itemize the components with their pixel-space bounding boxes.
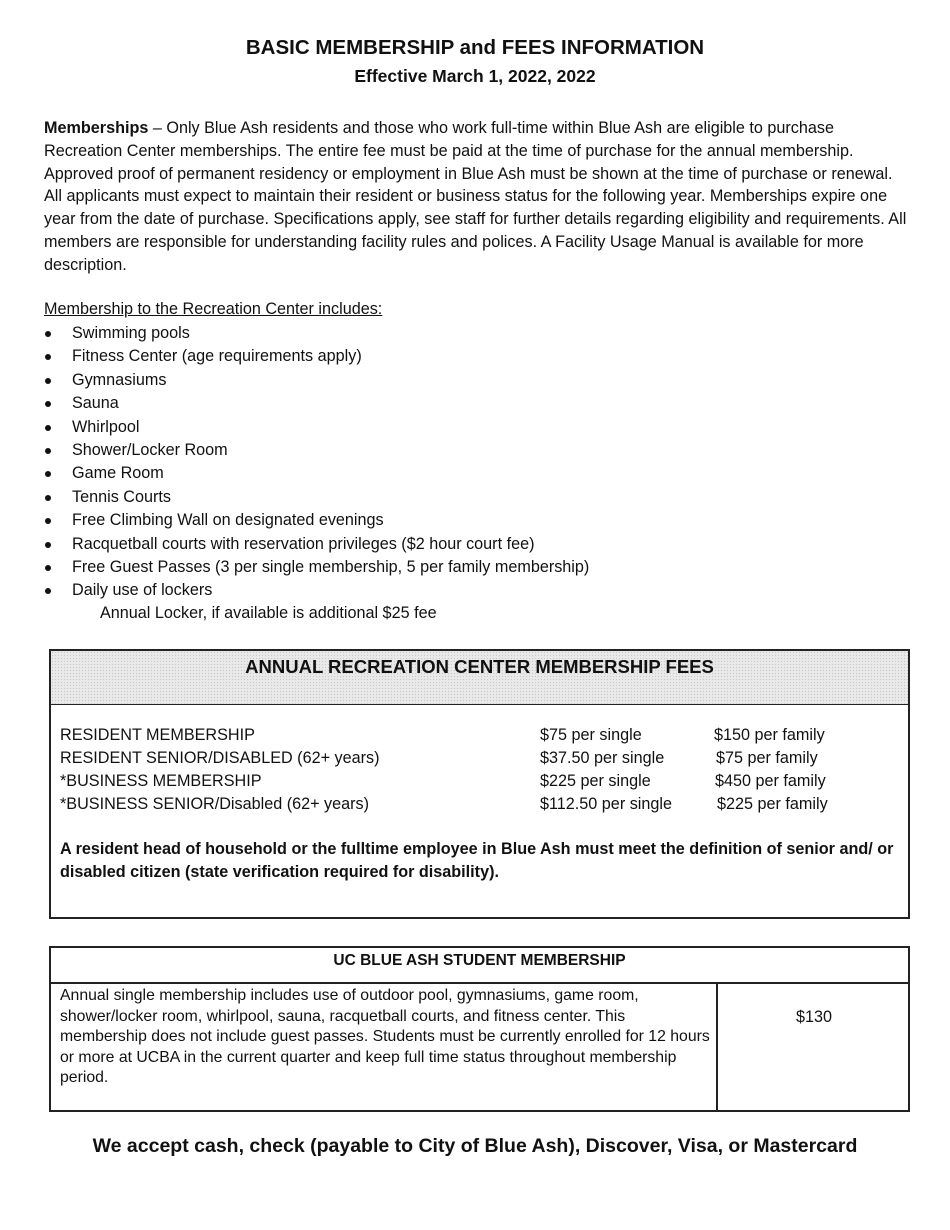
bullet-icon bbox=[45, 425, 51, 431]
student-membership-box bbox=[49, 946, 910, 1112]
page-title: BASIC MEMBERSHIP and FEES INFORMATION bbox=[245, 36, 705, 59]
list-item bbox=[44, 392, 589, 415]
student-heading: UC BLUE ASH STUDENT MEMBERSHIP bbox=[51, 948, 908, 984]
list-item-label: Game Room bbox=[72, 464, 164, 483]
bullet-icon bbox=[45, 378, 51, 384]
list-item-label: Gymnasiums bbox=[72, 370, 167, 389]
payment-methods: We accept cash, check (payable to City of Blue Ash), Discover, Visa, or Mastercard bbox=[92, 1135, 858, 1157]
fee-family: $150 per family bbox=[714, 726, 825, 744]
memberships-lead: Memberships bbox=[44, 119, 149, 137]
list-item bbox=[44, 369, 589, 392]
list-item-label: Shower/Locker Room bbox=[72, 440, 228, 459]
fee-category: RESIDENT MEMBERSHIP bbox=[60, 726, 255, 744]
fee-single: $37.50 per single bbox=[540, 749, 665, 767]
fee-category: *BUSINESS MEMBERSHIP bbox=[60, 772, 262, 790]
list-item-label: Swimming pools bbox=[72, 324, 190, 342]
list-item bbox=[44, 486, 589, 509]
list-item-label: Sauna bbox=[72, 394, 119, 413]
fee-family: $225 per family bbox=[717, 795, 828, 813]
fee-single: $75 per single bbox=[540, 726, 642, 744]
list-item bbox=[44, 462, 589, 485]
locker-note: Annual Locker, if available is additional $25 fee bbox=[100, 604, 437, 622]
bullet-icon bbox=[45, 542, 51, 548]
memberships-paragraph bbox=[44, 117, 910, 277]
annual-fees-box bbox=[49, 649, 910, 919]
fee-family: $450 per family bbox=[715, 772, 826, 790]
list-item bbox=[44, 416, 589, 439]
list-item-label: Whirlpool bbox=[72, 417, 140, 436]
list-item-label: Tennis Courts bbox=[72, 487, 171, 506]
list-item-label: Racquetball courts with reservation privileges ($2 hour court fee) bbox=[72, 534, 535, 553]
list-item bbox=[44, 579, 589, 602]
list-item-label: Free Climbing Wall on designated evenings bbox=[72, 511, 384, 530]
bullet-icon bbox=[45, 588, 51, 594]
fees-heading: ANNUAL RECREATION CENTER MEMBERSHIP FEES bbox=[51, 651, 908, 705]
student-price: $130 bbox=[795, 1008, 832, 1026]
fee-category: *BUSINESS SENIOR/Disabled (62+ years) bbox=[60, 795, 370, 813]
fees-eligibility-note: A resident head of household or the fulltime employee in Blue Ash must meet the definition of senior and/ or disabled citizen (state verification required for disability). bbox=[60, 840, 894, 881]
list-item-label: Fitness Center (age requirements apply) bbox=[72, 347, 362, 366]
list-item-label: Daily use of lockers bbox=[72, 581, 213, 600]
bullet-icon bbox=[45, 495, 51, 501]
fee-single: $225 per single bbox=[540, 772, 651, 790]
bullet-icon bbox=[45, 331, 51, 337]
bullet-icon bbox=[45, 354, 51, 360]
student-description: Annual single membership includes use of outdoor pool, gymnasiums, game room, shower/locker room, whirlpool, sauna, racquetball courts, and fitness center. This membership does not include guest passes. Students must be currently enrolled for 12 hours or more at UCBA in the current quarter and keep full time status throughout membership period. bbox=[51, 984, 718, 1110]
list-item-label: Free Guest Passes (3 per single membership, 5 per family membership) bbox=[72, 557, 590, 576]
fee-family: $75 per family bbox=[716, 749, 818, 767]
list-item bbox=[44, 345, 589, 368]
bullet-icon bbox=[45, 448, 51, 454]
list-item bbox=[44, 533, 589, 556]
memberships-text: – Only Blue Ash residents and those who work full-time within Blue Ash are eligible to purchase Recreation Center memberships. The entire fee must be paid at the time of purchase for the annual membership. Approved proof of permanent residency or employment in Blue Ash must be shown at the time of purchase or renewal. All applicants must expect to maintain their resident or business status for the following year. Memberships expire one year from the date of purchase. Specifications apply, see staff for further details regarding eligibility and requirements. All members are responsible for understanding facility rules and polices. A Facility Usage Manual is available for more description. bbox=[44, 119, 907, 274]
effective-date: Effective March 1, 2022, 2022 bbox=[354, 66, 596, 86]
bullet-icon bbox=[45, 471, 51, 477]
list-item bbox=[44, 439, 589, 462]
bullet-icon bbox=[45, 518, 51, 524]
list-item bbox=[44, 556, 589, 579]
bullet-icon bbox=[45, 401, 51, 407]
includes-heading: Membership to the Recreation Center includes: bbox=[44, 300, 383, 318]
list-item bbox=[44, 322, 589, 345]
fee-single: $112.50 per single bbox=[540, 795, 672, 813]
fee-category: RESIDENT SENIOR/DISABLED (62+ years) bbox=[60, 749, 380, 767]
amenities-list bbox=[44, 322, 589, 603]
bullet-icon bbox=[45, 565, 51, 571]
list-item bbox=[44, 509, 589, 532]
